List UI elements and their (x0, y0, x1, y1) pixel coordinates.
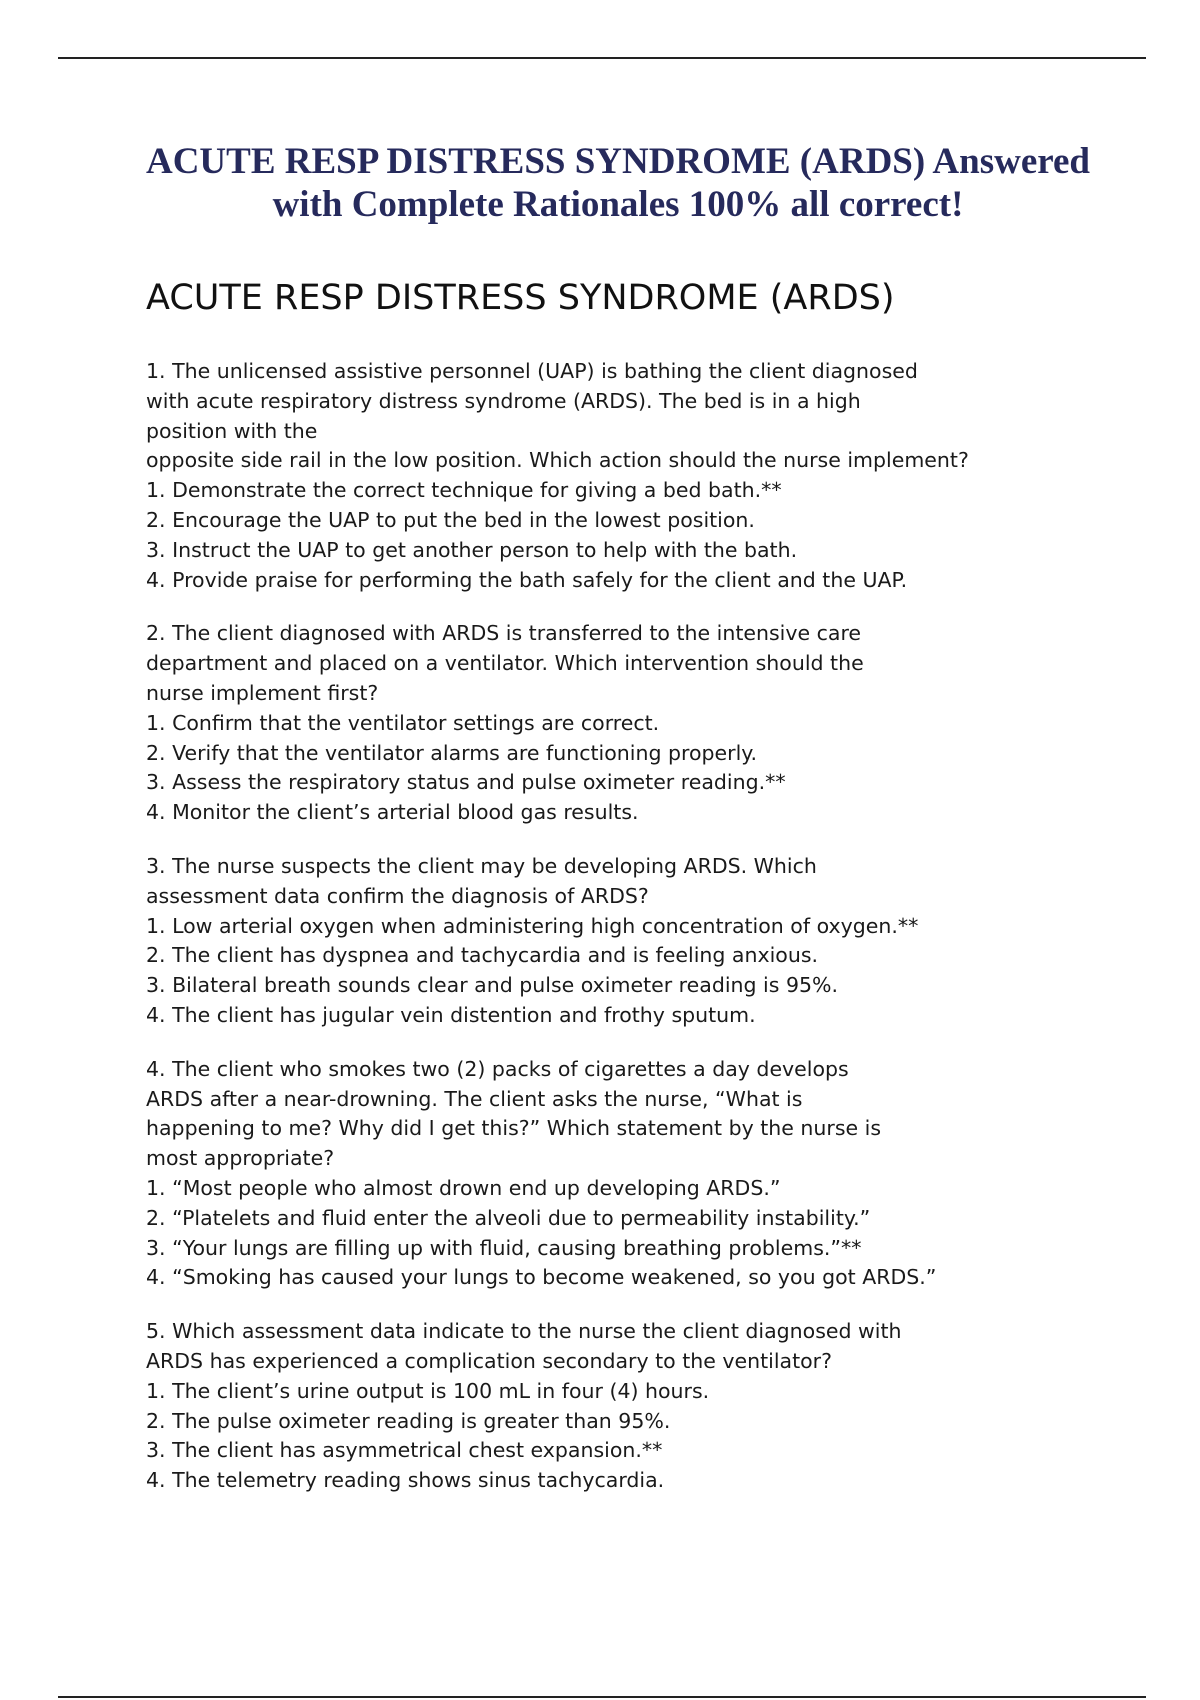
answer-option: 2. The client has dyspnea and tachycardia and is feeling anxious. (146, 943, 819, 968)
question-block (146, 1055, 1066, 1293)
question-block (146, 357, 1066, 595)
title-line-1: ACUTE RESP DISTRESS SYNDROME (ARDS) Answered (145, 141, 1090, 182)
answer-option: 3. Assess the respiratory status and pulse oximeter reading.** (146, 770, 786, 795)
question-stem-line: 5. Which assessment data indicate to the nurse the client diagnosed with (146, 1319, 902, 1344)
question-block (146, 619, 1066, 828)
answer-option: 1. The client’s urine output is 100 mL in four (4) hours. (146, 1378, 710, 1403)
question-stem-line: position with the (146, 418, 318, 443)
question-block (146, 1317, 1066, 1496)
answer-option: 4. Provide praise for performing the bath safely for the client and the UAP. (146, 567, 908, 592)
answer-option: 3. Bilateral breath sounds clear and pulse oximeter reading is 95%. (146, 973, 839, 998)
question-stem-line: happening to me? Why did I get this?” Which statement by the nurse is (146, 1116, 882, 1141)
answer-option: 1. “Most people who almost drown end up developing ARDS.” (146, 1175, 781, 1200)
answer-option: 1. Confirm that the ventilator settings are correct. (146, 710, 660, 735)
answer-option: 1. Demonstrate the correct technique for giving a bed bath.** (146, 478, 782, 503)
question-stem-line: 2. The client diagnosed with ARDS is transferred to the intensive care (146, 621, 862, 646)
title-line-2: with Complete Rationales 100% all correct! (272, 184, 964, 225)
answer-option: 4. Monitor the client’s arterial blood gas results. (146, 800, 639, 825)
answer-option: 3. The client has asymmetrical chest expansion.** (146, 1438, 663, 1463)
answer-option: 4. The telemetry reading shows sinus tachycardia. (146, 1468, 665, 1493)
answer-option: 2. Encourage the UAP to put the bed in the lowest position. (146, 507, 755, 532)
question-stem-line: ARDS after a near-drowning. The client asks the nurse, “What is (146, 1086, 803, 1111)
question-block (146, 852, 1066, 1031)
question-stem-line: most appropriate? (146, 1146, 335, 1171)
answer-option: 1. Low arterial oxygen when administering high concentration of oxygen.** (146, 913, 919, 938)
question-stem-line: department and placed on a ventilator. Which intervention should the (146, 651, 864, 676)
answer-option: 2. The pulse oximeter reading is greater than 95%. (146, 1408, 671, 1433)
section-heading: ACUTE RESP DISTRESS SYNDROME (ARDS) (146, 278, 895, 318)
question-stem-line: opposite side rail in the low position. Which action should the nurse implement? (146, 448, 969, 473)
answer-option: 3. “Your lungs are filling up with fluid, causing breathing problems.”** (146, 1235, 862, 1260)
answer-option: 2. “Platelets and fluid enter the alveoli due to permeability instability.” (146, 1205, 871, 1230)
answer-option: 4. “Smoking has caused your lungs to become weakened, so you got ARDS.” (146, 1265, 937, 1290)
bottom-rule (58, 1696, 1146, 1698)
question-stem-line: 1. The unlicensed assistive personnel (UAP) is bathing the client diagnosed (146, 359, 918, 383)
answer-option: 3. Instruct the UAP to get another person to help with the bath. (146, 537, 798, 562)
question-stem-line: nurse implement first? (146, 680, 379, 705)
top-rule (58, 57, 1146, 59)
question-stem-line: assessment data confirm the diagnosis of ARDS? (146, 883, 649, 908)
document-title (0, 140, 1200, 226)
question-stem-line: ARDS has experienced a complication secondary to the ventilator? (146, 1348, 832, 1373)
questions-list (146, 357, 1066, 1520)
question-stem-line: 4. The client who smokes two (2) packs of cigarettes a day develops (146, 1056, 849, 1081)
question-stem-line: with acute respiratory distress syndrome (ARDS). The bed is in a high (146, 388, 861, 413)
answer-option: 2. Verify that the ventilator alarms are functioning properly. (146, 740, 757, 765)
question-stem-line: 3. The nurse suspects the client may be developing ARDS. Which (146, 853, 817, 878)
answer-option: 4. The client has jugular vein distention and frothy sputum. (146, 1002, 756, 1027)
